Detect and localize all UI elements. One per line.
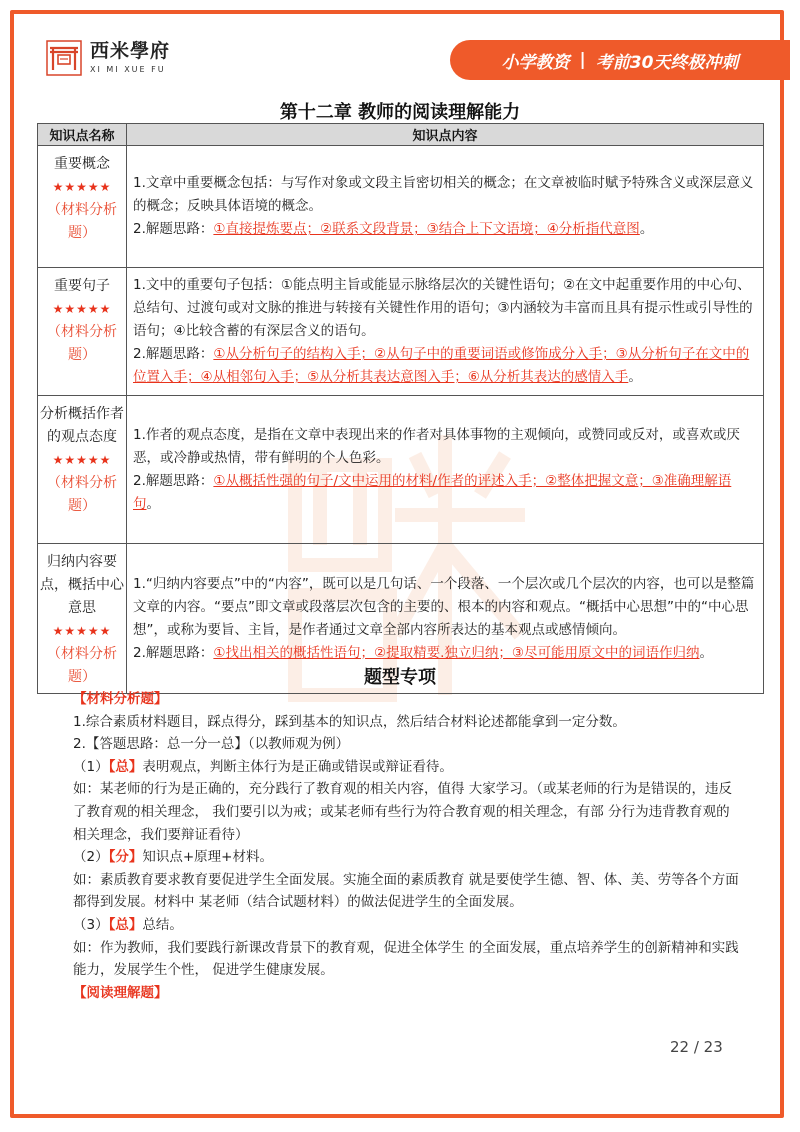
paragraph: 1.综合素质材料题目，踩点得分，踩到基本的知识点，然后结合材料论述都能拿到一定分数。: [73, 713, 626, 730]
content-description: 1.文章中重要概念包括：与写作对象或文段主旨密切相关的概念；在文章被临时赋予特殊含义或深层意义的概念；反映具体语境的概念。: [133, 175, 754, 214]
example-paragraph: 如：某老师的行为是正确的，充分践行了教育观的相关内容，值得 大家学习。（或某老师的行为是错误的，违反了教育观的相关理念， 我们要引以为戒；或某老师有些行为符合教育观的相关理念，有部 分行为违背教育观的相关理念，我们要辩证看待）: [73, 781, 733, 843]
material-analysis-heading: 【材料分析题】: [73, 691, 168, 707]
row-title: 归纳内容要点，概括中心意思: [40, 554, 124, 616]
tip-label: 2.解题思路：: [133, 472, 214, 489]
banner-separator: |: [579, 50, 586, 70]
material-tag: （材料分析题）: [47, 324, 117, 363]
table-header-row: [38, 124, 764, 146]
table-row: [38, 268, 764, 396]
table-row: [38, 396, 764, 544]
knowledge-point-name: [38, 146, 127, 268]
row-title: 重要句子: [54, 278, 110, 294]
tip-label: 2.解题思路：: [133, 644, 214, 661]
example-paragraph: 如：素质教育要求教育要促进学生全面发展。实施全面的素质教育 就是要使学生德、智、体、美、劳等各个方面都得到发展。材料中 某老师（结合试题材料）的做法促进学生的全面发展。: [73, 871, 739, 911]
page-number: 22 / 23: [670, 1038, 723, 1056]
tip-end: 。: [699, 644, 713, 661]
step-text: 总结。: [142, 916, 183, 933]
step-number: （1）: [73, 758, 109, 775]
content-description: 1.“归纳内容要点”中的“内容”，既可以是几句话、一个段落、一个层次或几个层次的内容，也可以是整篇文章的内容。“要点”即文章或段落层次包含的主要的、根本的内容和观点。“概括中心思想”中的“中心思想”，或称为要旨、主旨，是作者通过文章全部内容所表达的基本观点或感情倾向。: [133, 575, 755, 638]
step-tag: 【总】: [108, 758, 143, 775]
banner-subject: 小学教资: [501, 52, 570, 73]
step-line: [73, 846, 743, 869]
solution-tip: [133, 343, 757, 389]
content-description: 1.作者的观点态度，是指在文章中表现出来的作者对具体事物的主观倾向，或赞同或反对，或喜欢或厌恶，或冷静或热情，带有鲜明的个人色彩。: [133, 426, 740, 466]
step-number: （3）: [73, 916, 109, 933]
knowledge-point-content: [127, 396, 764, 544]
table-row: [38, 146, 764, 268]
step-line: [73, 756, 743, 779]
rating-stars: ★★★★★: [52, 624, 112, 638]
rating-stars: ★★★★★: [52, 180, 112, 194]
knowledge-point-content: [127, 146, 764, 268]
tip-label: 2.解题思路：: [133, 221, 214, 237]
tip-highlight: ①从概括性强的句子/文中运用的材料/作者的评述入手；②整体把握文意；③准确理解语句: [133, 472, 732, 512]
gate-logo-icon: [46, 40, 82, 76]
step-line: [73, 914, 743, 937]
row-title: 重要概念: [54, 156, 110, 172]
brand-name-en: XI MI XUE FU: [90, 65, 166, 74]
course-banner: [450, 40, 790, 80]
tip-highlight: ①找出相关的概括性语句；②提取精要.独立归纳；③尽可能用原文中的词语作归纳: [213, 644, 700, 661]
solution-tip: [133, 218, 757, 241]
knowledge-point-content: [127, 268, 764, 396]
reading-comprehension-heading: 【阅读理解题】: [73, 984, 168, 1001]
chapter-title: 第十二章 教师的阅读理解能力: [279, 102, 521, 123]
step-text: 表明观点，判断主体行为是正确或错误或辩证看待。: [142, 758, 453, 775]
column-header-content: 知识点内容: [127, 124, 764, 146]
content-description: 1.文中的重要句子包括：①能点明主旨或能显示脉络层次的关键性语句；②在文中起重要作用的中心句、总结句、过渡句或对文脉的推进与转接有关键性作用的语句；③内涵较为丰富而且具有提示性或引导性的语句；④比较含蓄的有深层含义的语句。: [133, 277, 753, 339]
brand-name: 西米學府: [90, 40, 171, 62]
step-tag: 【总】: [108, 916, 143, 933]
row-title: 分析概括作者的观点态度: [40, 406, 124, 445]
knowledge-point-name: [38, 268, 127, 396]
material-tag: （材料分析题）: [47, 202, 117, 241]
tip-end: 。: [146, 495, 160, 512]
material-tag: （材料分析题）: [47, 475, 117, 514]
section-title: 题型专项: [364, 667, 436, 688]
step-text: 知识点+原理+材料。: [142, 849, 273, 866]
knowledge-table: [37, 123, 764, 694]
solution-tip: [133, 642, 757, 665]
rating-stars: ★★★★★: [52, 453, 112, 467]
brand-logo: [46, 40, 170, 76]
tip-highlight: ①直接提炼要点；②联系文段背景；③结合上下文语境；④分析指代意图: [213, 221, 640, 237]
material-tag: （材料分析题）: [47, 646, 117, 685]
example-paragraph: 如：作为教师，我们要践行新课改背景下的教育观，促进全体学生 的全面发展，重点培养学生的创新精神和实践能力，发展学生个性， 促进学生健康发展。: [73, 939, 739, 979]
rating-stars: ★★★★★: [52, 302, 112, 316]
step-tag: 【分】: [108, 849, 143, 866]
banner-slogan: 考前30天终极冲刺: [595, 52, 739, 73]
column-header-name: 知识点名称: [38, 124, 127, 146]
tip-highlight: ①从分析句子的结构入手；②从句子中的重要词语或修饰成分入手；③从分析句子在文中的位置入手；④从相邻句入手；⑤从分析其表达意图入手；⑥从分析其表达的感情入手: [133, 346, 750, 385]
tip-end: 。: [639, 221, 654, 237]
special-topic-body: [73, 688, 743, 1004]
paragraph: 2.【答题思路：总一分一总】（以教师观为例）: [73, 736, 350, 753]
step-number: （2）: [73, 849, 109, 866]
tip-end: 。: [628, 369, 642, 385]
solution-tip: [133, 470, 757, 516]
tip-label: 2.解题思路：: [133, 346, 214, 362]
knowledge-point-name: [38, 396, 127, 544]
